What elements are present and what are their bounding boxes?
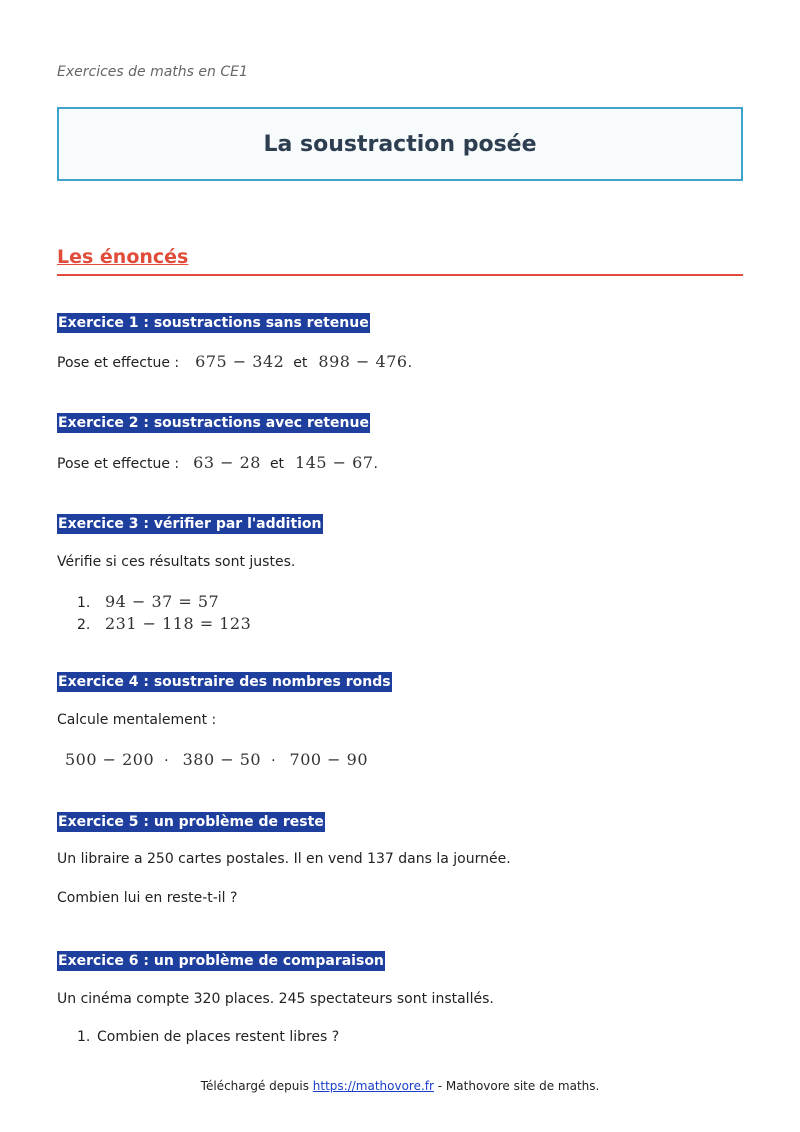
exercise-6-title: Exercice 6 : un problème de comparaison bbox=[58, 953, 384, 969]
exercise-2-title: Exercice 2 : soustractions avec retenue bbox=[58, 415, 369, 431]
exercise-6-line-1: Un cinéma compte 320 places. 245 spectateurs sont installés. bbox=[57, 991, 494, 1007]
exercise-4-expr-2: 380 − 50 bbox=[182, 750, 262, 769]
exercise-4-expr-3: 700 − 90 bbox=[289, 750, 369, 769]
exercise-4-expr-1: 500 − 200 bbox=[65, 750, 155, 769]
exercise-3-expr: 231 − 118 = 123 bbox=[105, 614, 252, 633]
exercise-6-question: Combien de places restent libres ? bbox=[97, 1029, 340, 1045]
list-number: 1. bbox=[77, 595, 91, 611]
list-number: 1. bbox=[77, 1029, 91, 1045]
exercise-2-connector: et bbox=[269, 456, 285, 472]
list-number: 2. bbox=[77, 617, 91, 633]
page-footer bbox=[0, 1079, 800, 1093]
exercise-5-line-1: Un libraire a 250 cartes postales. Il en vend 137 dans la journée. bbox=[57, 851, 511, 867]
exercise-2-end: . bbox=[373, 456, 378, 472]
footer-link[interactable]: https://mathovore.fr bbox=[312, 1079, 434, 1093]
footer-prefix: Téléchargé depuis bbox=[200, 1079, 313, 1093]
exercise-1-expr-1: 675 − 342 bbox=[195, 352, 285, 371]
exercise-1-title: Exercice 1 : soustractions sans retenue bbox=[58, 315, 369, 331]
exercise-1-expr-2: 898 − 476 bbox=[318, 352, 408, 371]
exercise-3-item bbox=[77, 614, 251, 633]
exercise-5-line-2: Combien lui en reste-t-il ? bbox=[57, 890, 238, 906]
exercise-2-prompt: Pose et effectue : bbox=[57, 456, 180, 472]
exercise-2-expr-1: 63 − 28 bbox=[193, 453, 261, 472]
exercise-3-title: Exercice 3 : vérifier par l'addition bbox=[58, 516, 322, 532]
exercise-1-connector: et bbox=[293, 355, 308, 371]
exercise-1-statement bbox=[57, 352, 412, 371]
exercise-4-expressions bbox=[65, 750, 368, 769]
title-box bbox=[57, 107, 743, 181]
exercise-5-title: Exercice 5 : un problème de reste bbox=[58, 814, 324, 830]
exercise-2-expr-2: 145 − 67 bbox=[295, 453, 374, 472]
expr-separator: · bbox=[164, 753, 169, 769]
exercise-1-end: . bbox=[407, 355, 413, 371]
exercise-1-prompt: Pose et effectue : bbox=[57, 355, 180, 371]
exercise-3-item bbox=[77, 592, 219, 611]
exercise-4-prompt: Calcule mentalement : bbox=[57, 712, 217, 728]
exercise-3-expr: 94 − 37 = 57 bbox=[105, 592, 220, 611]
exercise-2-statement bbox=[57, 453, 378, 472]
exercise-6-item bbox=[77, 1029, 339, 1045]
page-title: La soustraction posée bbox=[263, 131, 537, 157]
section-title: Les énoncés bbox=[57, 246, 743, 276]
exercise-3-prompt: Vérifie si ces résultats sont justes. bbox=[57, 554, 296, 570]
expr-separator: · bbox=[271, 753, 276, 769]
page-kicker: Exercices de maths en CE1 bbox=[57, 64, 248, 80]
exercise-4-title: Exercice 4 : soustraire des nombres ronds bbox=[58, 674, 391, 690]
footer-suffix: - Mathovore site de maths. bbox=[433, 1079, 600, 1093]
